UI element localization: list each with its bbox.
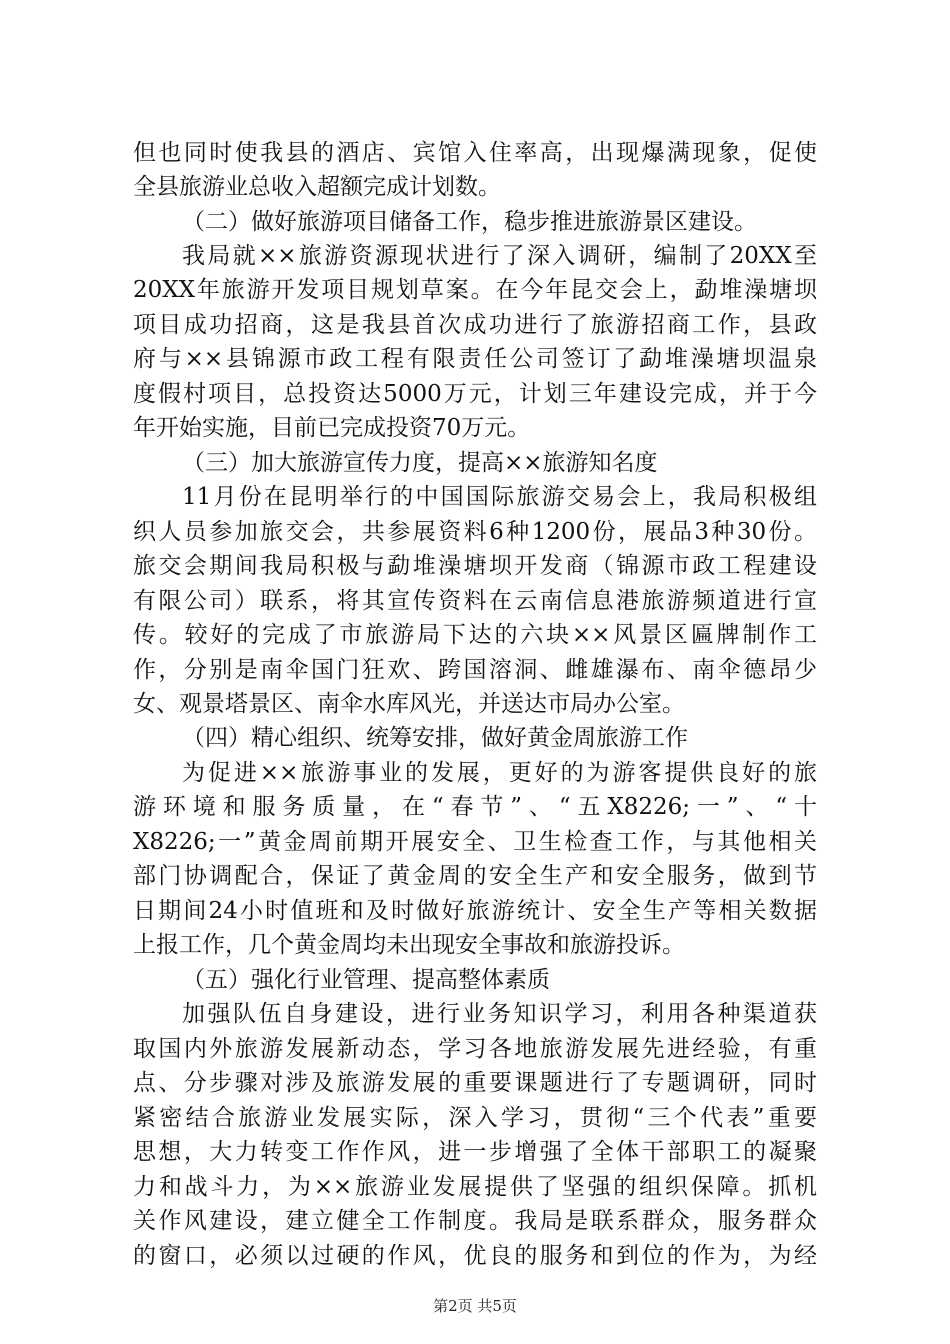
paragraph-line: 传。较好的完成了市旅游局下达的六块××风景区匾牌制作工 — [133, 622, 817, 648]
paragraph-line: 11月份在昆明举行的中国国际旅游交易会上，我局积极组 — [182, 484, 817, 510]
paragraph-line: 取国内外旅游发展新动态，学习各地旅游发展先进经验，有重 — [133, 1036, 817, 1062]
section-heading: （二）做好旅游项目储备工作，稳步推进旅游景区建设。 — [182, 209, 757, 235]
paragraph-line: 我局就××旅游资源现状进行了深入调研，编制了20XX至 — [182, 243, 817, 269]
section-heading: （五）强化行业管理、提高整体素质 — [182, 967, 550, 993]
paragraph-line: 有限公司）联系，将其宣传资料在云南信息港旅游频道进行宣 — [133, 588, 817, 614]
paragraph-line: 上报工作，几个黄金周均未出现安全事故和旅游投诉。 — [133, 932, 685, 958]
paragraph-line: 但也同时使我县的酒店、宾馆入住率高，出现爆满现象，促使 — [133, 140, 817, 166]
paragraph-line: 的窗口，必须以过硬的作风，优良的服务和到位的作为，为经 — [133, 1243, 817, 1269]
paragraph-line: 年开始实施，目前已完成投资70万元。 — [133, 415, 531, 441]
paragraph-line: 为促进××旅游事业的发展，更好的为游客提供良好的旅 — [182, 760, 817, 786]
paragraph-line: 游环境和服务质量，在“春节”、“五X8226;一”、“十 — [133, 794, 817, 820]
paragraph-line: 织人员参加旅交会，共参展资料6种1200份，展品3种30份。 — [133, 519, 817, 545]
paragraph-line: 全县旅游业总收入超额完成计划数。 — [133, 174, 501, 200]
paragraph-line: 府与××县锦源市政工程有限责任公司签订了勐堆澡塘坝温泉 — [133, 346, 817, 372]
paragraph-line: 日期间24小时值班和及时做好旅游统计、安全生产等相关数据 — [133, 898, 817, 924]
paragraph-line: 20XX年旅游开发项目规划草案。在今年昆交会上，勐堆澡塘坝 — [133, 277, 817, 303]
paragraph-line: 点、分步骤对涉及旅游发展的重要课题进行了专题调研，同时 — [133, 1070, 817, 1096]
paragraph-line: 力和战斗力，为××旅游业发展提供了坚强的组织保障。抓机 — [133, 1174, 817, 1200]
paragraph-line: 加强队伍自身建设，进行业务知识学习，利用各种渠道获 — [182, 1001, 817, 1027]
section-heading: （三）加大旅游宣传力度，提高××旅游知名度 — [182, 450, 658, 476]
paragraph-line: 紧密结合旅游业发展实际，深入学习，贯彻“三个代表”重要 — [133, 1105, 817, 1131]
paragraph-line: 思想，大力转变工作作风，进一步增强了全体干部职工的凝聚 — [133, 1139, 817, 1165]
paragraph-line: 部门协调配合，保证了黄金周的安全生产和安全服务，做到节 — [133, 863, 817, 889]
paragraph-line: 关作风建设，建立健全工作制度。我局是联系群众，服务群众 — [133, 1208, 817, 1234]
page-number-footer: 第2页 共5页 — [433, 1297, 517, 1315]
paragraph-line: 女、观景塔景区、南伞水库风光，并送达市局办公室。 — [133, 691, 685, 717]
paragraph-line: 项目成功招商，这是我县首次成功进行了旅游招商工作，县政 — [133, 312, 817, 338]
paragraph-line: 旅交会期间我局积极与勐堆澡塘坝开发商（锦源市政工程建设 — [133, 553, 817, 579]
section-heading: （四）精心组织、统筹安排，做好黄金周旅游工作 — [182, 725, 688, 751]
paragraph-line: X8226;一”黄金周前期开展安全、卫生检查工作，与其他相关 — [133, 829, 817, 855]
paragraph-line: 作，分别是南伞国门狂欢、跨国溶洞、雌雄瀑布、南伞德昂少 — [133, 657, 817, 683]
paragraph-line: 度假村项目，总投资达5000万元，计划三年建设完成，并于今 — [133, 381, 817, 407]
